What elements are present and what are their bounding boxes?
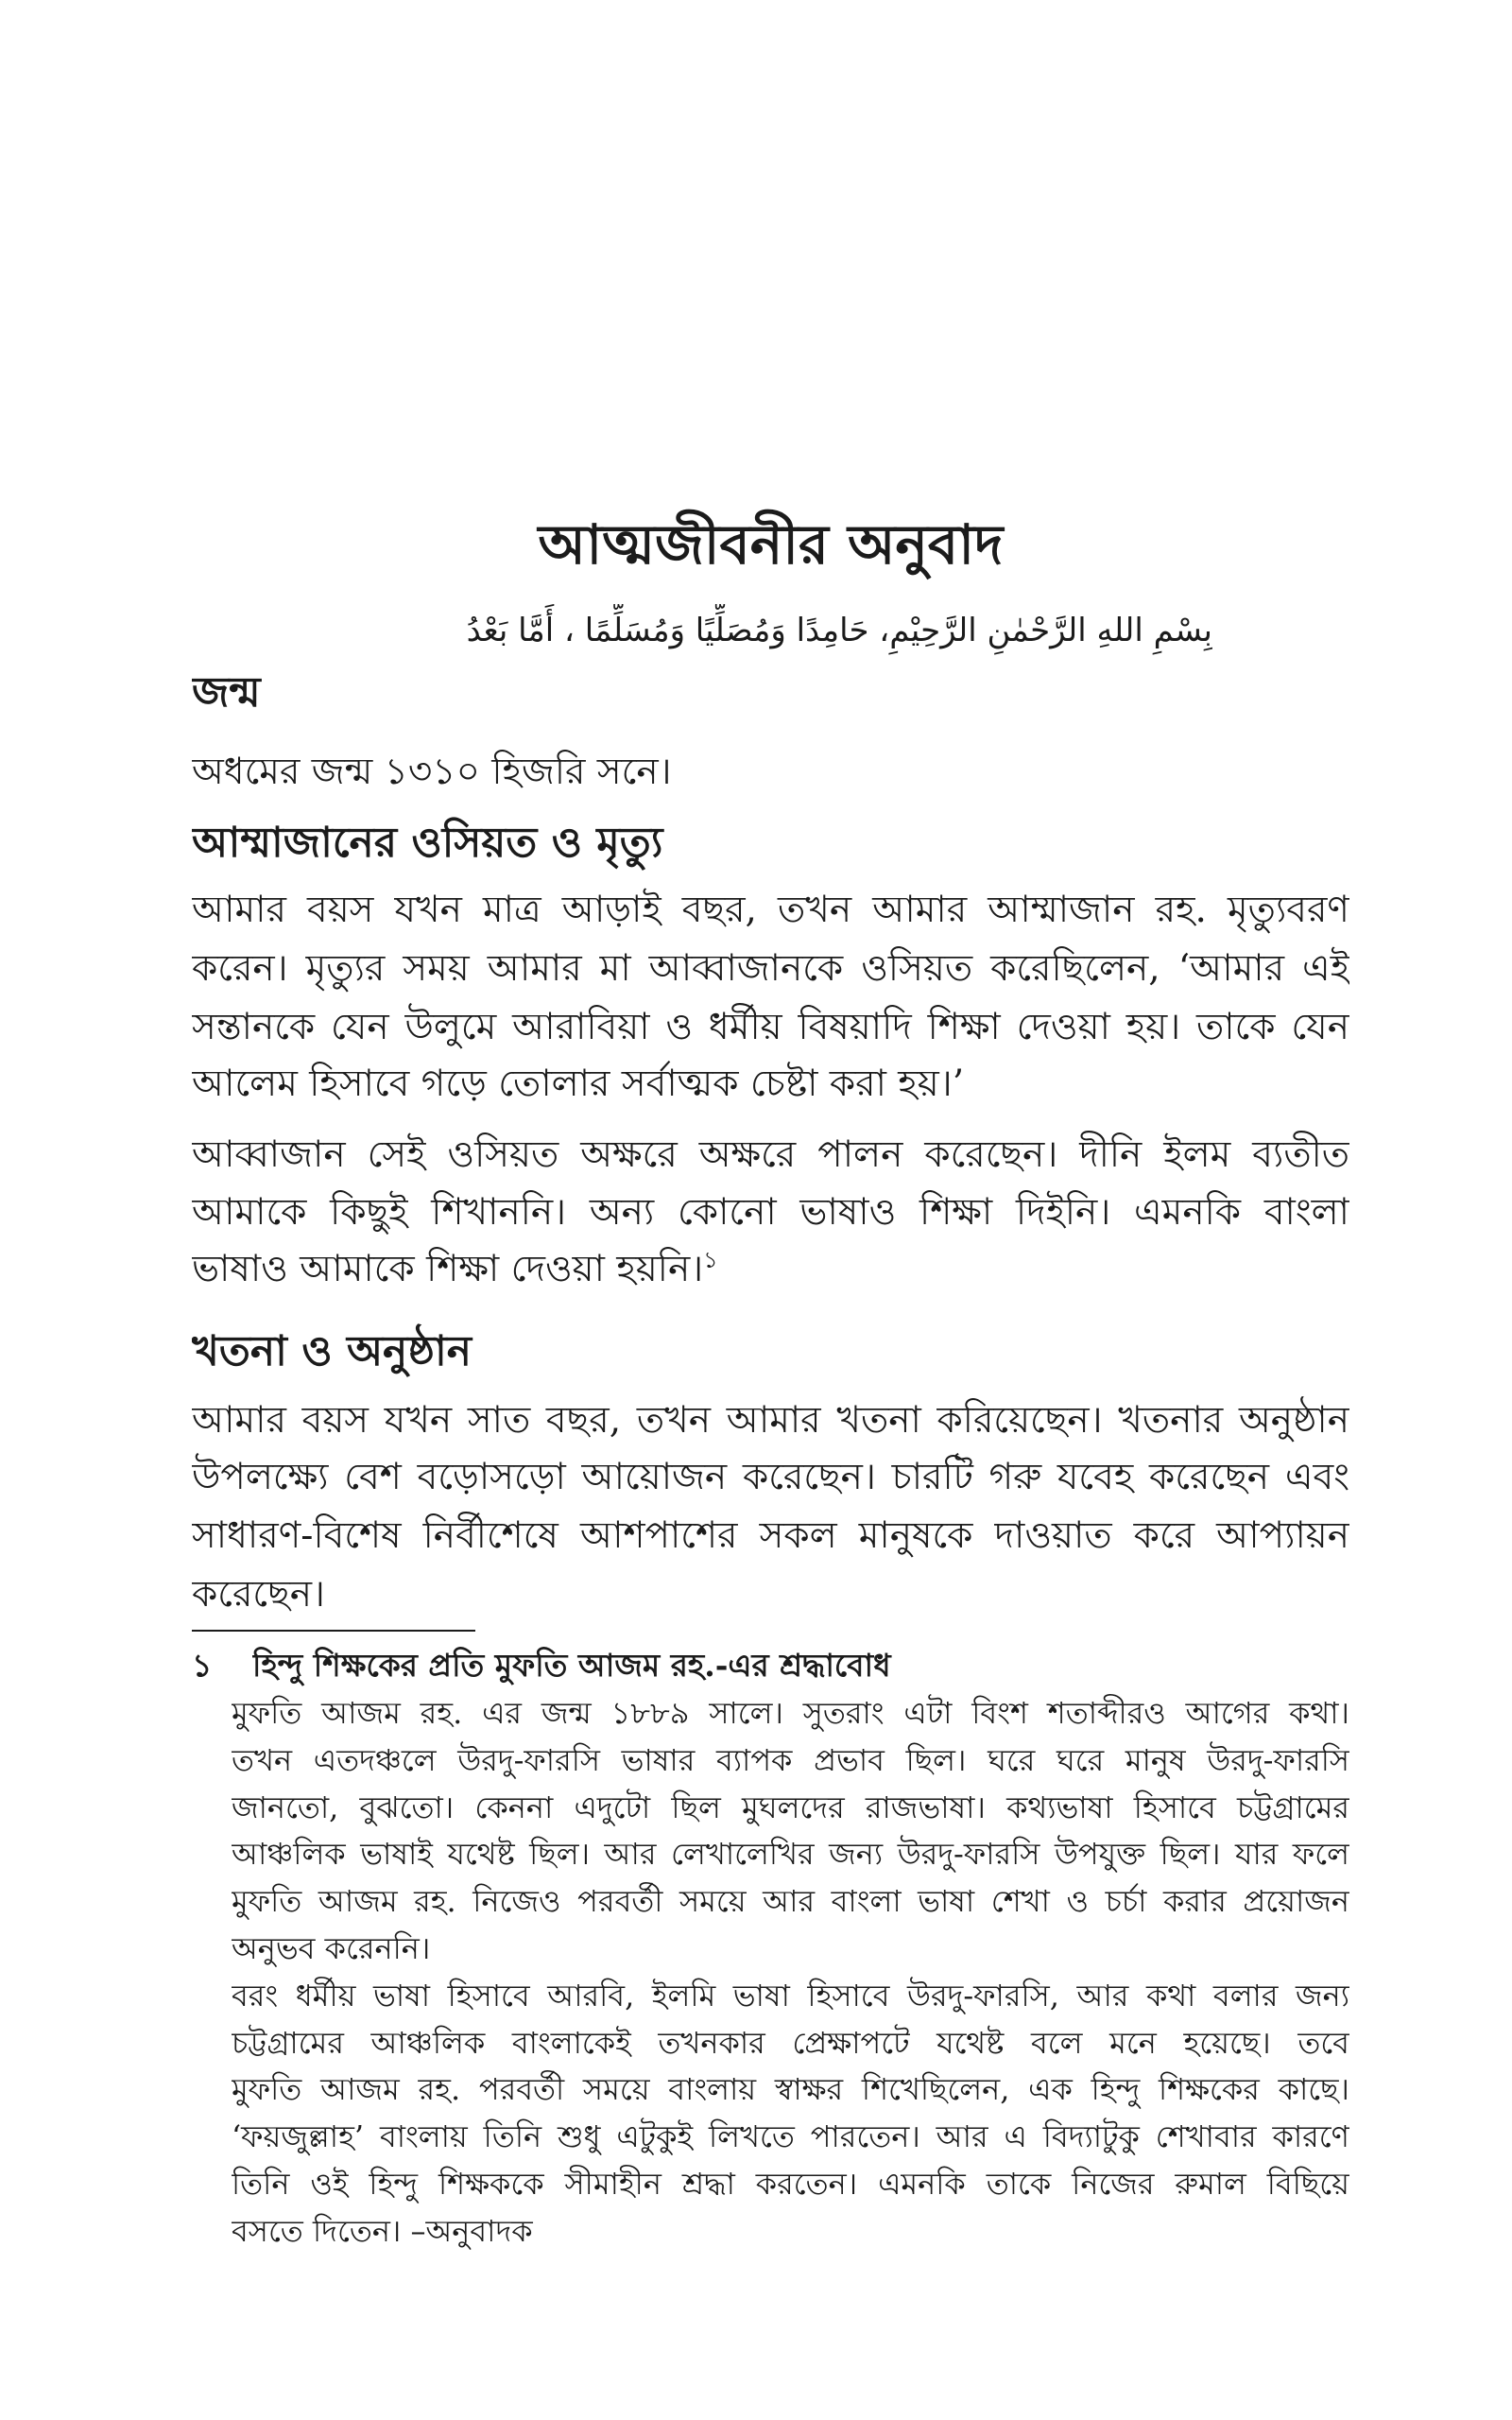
footnote-line: আঞ্চলিক ভাষাই যথেষ্ট ছিল। আর লেখালেখির জন্য উরদু-ফারসি উপযুক্ত ছিল। যার ফলে [232, 1836, 1349, 1872]
footnote-line: মুফতি আজম রহ. পরবর্তী সময়ে বাংলায় স্বাক্ষর শিখেছিলেন, এক হিন্দু শিক্ষকের কাছে। [232, 2071, 1349, 2107]
paragraph-line: আমাকে কিছুই শিখাননি। অন্য কোনো ভাষাও শিক্ষা দিইনি। এমনকি বাংলা [192, 1191, 1349, 1234]
footnote-heading: হিন্দু শিক্ষকের প্রতি মুফতি আজম রহ.-এর শ্রদ্ধাবোধ [252, 1647, 891, 1684]
footnote-line: অনুভব করেননি। [232, 1930, 431, 1966]
footnote-line: মুফতি আজম রহ. এর জন্ম ১৮৮৯ সালে। সুতরাং এটা বিংশ শতাব্দীরও আগের কথা। [232, 1695, 1349, 1731]
paragraph-line: অধমের জন্ম ১৩১০ হিজরি সনে। [192, 751, 672, 793]
section-heading-birth: জন্ম [192, 668, 261, 717]
footnote-line: মুফতি আজম রহ. নিজেও পরবর্তী সময়ে আর বাংলা ভাষা শেখা ও চর্চা করার প্রয়োজন [232, 1883, 1349, 1919]
footnote-number: ১ [192, 1647, 213, 1684]
paragraph-line: সাধারণ-বিশেষ নির্বীশেষে আশপাশের সকল মানুষকে দাওয়াত করে আপ্যায়ন [192, 1514, 1349, 1557]
footnote-line: ‘ফয়জুল্লাহ’ বাংলায় তিনি শুধু এটুকুই লিখতে পারতেন। আর এ বিদ্যাটুকু শেখাবার কারণে [232, 2118, 1349, 2154]
paragraph-line: আমার বয়স যখন মাত্র আড়াই বছর, তখন আমার আম্মাজান রহ. মৃত্যুবরণ [192, 889, 1349, 931]
paragraph-line: আমার বয়স যখন সাত বছর, তখন আমার খতনা করিয়েছেন। খতনার অনুষ্ঠান [192, 1399, 1349, 1442]
footnote-line: বরং ধর্মীয় ভাষা হিসাবে আরবি, ইলমি ভাষা হিসাবে উরদু-ফারসি, আর কথা বলার জন্য [232, 1978, 1349, 2014]
paragraph-line: সন্তানকে যেন উলুমে আরাবিয়া ও ধর্মীয় বিষয়াদি শিক্ষা দেওয়া হয়। তাকে যেন [192, 1006, 1349, 1048]
paragraph-line: করেন। মৃত্যুর সময় আমার মা আব্বাজানকে ওসিয়ত করেছিলেন, ‘আমার এই [192, 947, 1349, 990]
footnote-line: তখন এতদঞ্চলে উরদু-ফারসি ভাষার ব্যাপক প্রভাব ছিল। ঘরে ঘরে মানুষ উরদু-ফারসি [232, 1742, 1349, 1778]
paragraph-line: করেছেন। [192, 1573, 325, 1616]
section-heading-circumcision: খতনা ও অনুষ্ঠান [192, 1327, 472, 1375]
footnote-line: তিনি ওই হিন্দু শিক্ষককে সীমাহীন শ্রদ্ধা করতেন। এমনকি তাকে নিজের রুমাল বিছিয়ে [232, 2166, 1349, 2202]
section-heading-mother-will: আম্মাজানের ওসিয়ত ও মৃত্যু [192, 819, 663, 867]
footnote-line: জানতো, বুঝতো। কেননা এদুটো ছিল মুঘলদের রাজভাষা। কথ্যভাষা হিসাবে চট্টগ্রামের [232, 1789, 1349, 1825]
footnote-line: বসতে দিতেন। –অনুবাদক [232, 2213, 533, 2249]
basmala-arabic: بِسْمِ اللهِ الرَّحْمٰنِ الرَّحِيْمِ، حَامِدًا وَمُصَلِّيًا وَمُسَلِّمًا ، أَمَّا بَعْدُ [466, 612, 1212, 649]
paragraph-line [192, 1241, 1349, 1298]
footnote-line: চট্টগ্রামের আঞ্চলিক বাংলাকেই তখনকার প্রেক্ষাপটে যথেষ্ট বলে মনে হয়েছে। তবে [232, 2025, 1349, 2061]
paragraph-line: আলেম হিসাবে গড়ে তোলার সর্বাত্মক চেষ্টা করা হয়।’ [192, 1063, 965, 1105]
paragraph-line: আব্বাজান সেই ওসিয়ত অক্ষরে অক্ষরে পালন করেছেন। দীনি ইলম ব্যতীত [192, 1133, 1349, 1176]
page-title: আত্মজীবনীর অনুবাদ [538, 512, 1004, 577]
paragraph-line-text: ভাষাও আমাকে শিক্ষা দেওয়া হয়নি। [192, 1248, 704, 1290]
paragraph-line: উপলক্ষ্যে বেশ বড়োসড়ো আয়োজন করেছেন। চারটি গরু যবেহ করেছেন এবং [192, 1456, 1349, 1498]
footnote-divider [192, 1630, 475, 1632]
footnote-reference: ১ [703, 1247, 718, 1273]
